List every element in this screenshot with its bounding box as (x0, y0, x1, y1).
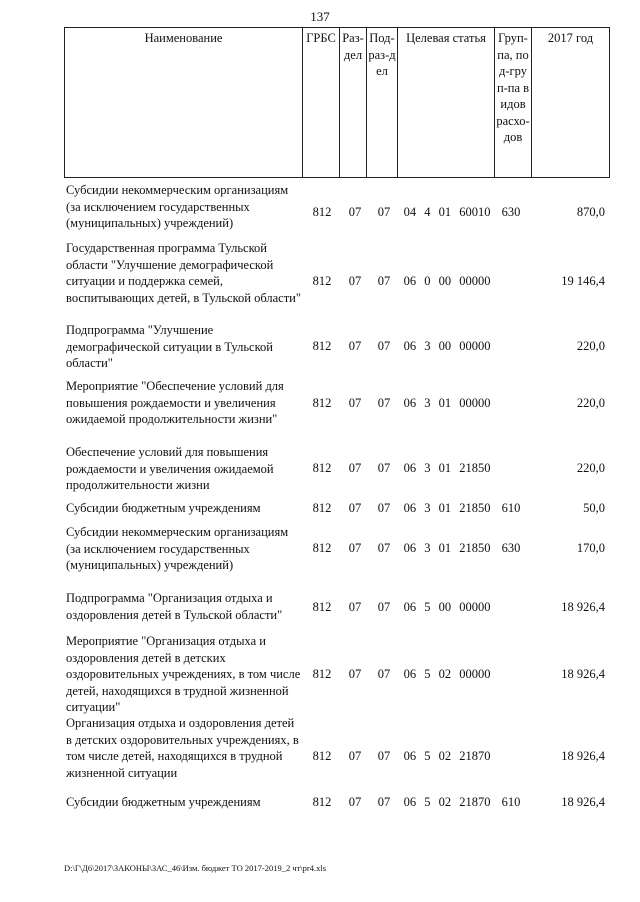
row-grbs: 812 (312, 461, 332, 475)
row-razdel: 07 (348, 541, 362, 555)
header-year: 2017 год (532, 28, 610, 178)
row-grbs: 812 (312, 795, 332, 809)
row-name: Организация отдыха и оздоровления детей в детских оздоровительных учреждениях, в том числе детей, находящихся в трудной жизненной ситуации (66, 716, 299, 780)
row-amount: 870,0 (576, 205, 605, 219)
row-podrazdel: 07 (377, 541, 391, 555)
header-target: Целевая статья (398, 28, 495, 178)
row-amount: 50,0 (583, 501, 605, 515)
row-amount: 18 926,4 (561, 600, 605, 614)
page-number: 137 (310, 9, 330, 24)
row-amount: 18 926,4 (561, 795, 605, 809)
row-podrazdel: 07 (377, 749, 391, 763)
header-vid: Груп-па, под-груп-па видов расхо-дов (495, 28, 532, 178)
row-podrazdel: 07 (377, 205, 391, 219)
row-grbs: 812 (312, 396, 332, 410)
row-podrazdel: 07 (377, 274, 391, 288)
row-podrazdel: 07 (377, 396, 391, 410)
row-razdel: 07 (348, 396, 362, 410)
row-name: Подпрограмма "Организация отдыха и оздоровления детей в Тульской области" (66, 591, 283, 622)
row-amount: 220,0 (576, 396, 605, 410)
row-name: Мероприятие "Обеспечение условий для повышения рождаемости и увеличения ожидаемой продолжительности жизни" (66, 379, 284, 427)
row-amount: 19 146,4 (561, 274, 605, 288)
row-name: Субсидии бюджетным учреждениям (66, 795, 261, 809)
row-target: 06 5 02 21870 (403, 795, 491, 809)
table-header (64, 27, 610, 178)
row-podrazdel: 07 (377, 461, 391, 475)
row-target: 06 0 00 00000 (403, 274, 491, 288)
row-podrazdel: 07 (377, 501, 391, 515)
row-target: 06 3 01 21850 (403, 461, 491, 475)
row-name: Субсидии бюджетным учреждениям (66, 501, 261, 515)
row-name: Государственная программа Тульской области "Улучшение демографической ситуации и поддержка семей, воспитывающих детей, в Тульской области" (66, 241, 301, 305)
row-razdel: 07 (348, 600, 362, 614)
row-name: Субсидии некоммерческим организациям (за исключением государственных (муниципальных) учреждений) (66, 183, 289, 231)
row-razdel: 07 (348, 274, 362, 288)
row-razdel: 07 (348, 501, 362, 515)
header-podrazdel: Под-раз-дел (367, 28, 398, 178)
row-vid: 630 (501, 541, 521, 555)
row-target: 06 5 00 00000 (403, 600, 491, 614)
row-grbs: 812 (312, 541, 332, 555)
row-podrazdel: 07 (377, 339, 391, 353)
row-podrazdel: 07 (377, 667, 391, 681)
row-name: Обеспечение условий для повышения рождаемости и увеличения ожидаемой продолжительности жизни (66, 445, 274, 493)
row-name: Подпрограмма "Улучшение демографической ситуации в Тульской области" (66, 323, 273, 371)
row-amount: 18 926,4 (561, 749, 605, 763)
row-vid: 630 (501, 205, 521, 219)
row-razdel: 07 (348, 795, 362, 809)
row-grbs: 812 (312, 749, 332, 763)
row-grbs: 812 (312, 274, 332, 288)
row-razdel: 07 (348, 749, 362, 763)
row-razdel: 07 (348, 461, 362, 475)
header-razdel: Раз-дел (340, 28, 367, 178)
row-target: 06 5 02 21870 (403, 749, 491, 763)
row-amount: 170,0 (576, 541, 605, 555)
header-grbs: ГРБС (303, 28, 340, 178)
row-name: Мероприятие "Организация отдыха и оздоровления детей в детских оздоровительных учреждениях, в том числе детей, находящихся в трудной жизненной ситуации" (66, 634, 301, 715)
row-razdel: 07 (348, 667, 362, 681)
row-amount: 220,0 (576, 461, 605, 475)
row-target: 06 3 01 21850 (403, 541, 491, 555)
row-podrazdel: 07 (377, 795, 391, 809)
row-grbs: 812 (312, 339, 332, 353)
row-name: Субсидии некоммерческим организациям (за исключением государственных (муниципальных) учреждений) (66, 525, 289, 573)
row-amount: 18 926,4 (561, 667, 605, 681)
row-target: 06 3 01 21850 (403, 501, 491, 515)
header-name: Наименование (65, 28, 303, 178)
file-path-footer: D:\Г\Д6\2017\ЗАКОНЫ\ЗАС_46\Изм. бюджет ТО 2017-2019_2 чт\pr4.xls (64, 863, 327, 873)
row-target: 06 3 00 00000 (403, 339, 491, 353)
row-target: 04 4 01 60010 (403, 205, 491, 219)
row-vid: 610 (501, 501, 521, 515)
row-grbs: 812 (312, 667, 332, 681)
row-grbs: 812 (312, 600, 332, 614)
row-target: 06 5 02 00000 (403, 667, 491, 681)
row-grbs: 812 (312, 205, 332, 219)
row-podrazdel: 07 (377, 600, 391, 614)
row-target: 06 3 01 00000 (403, 396, 491, 410)
row-vid: 610 (501, 795, 521, 809)
row-razdel: 07 (348, 339, 362, 353)
row-razdel: 07 (348, 205, 362, 219)
row-grbs: 812 (312, 501, 332, 515)
row-amount: 220,0 (576, 339, 605, 353)
